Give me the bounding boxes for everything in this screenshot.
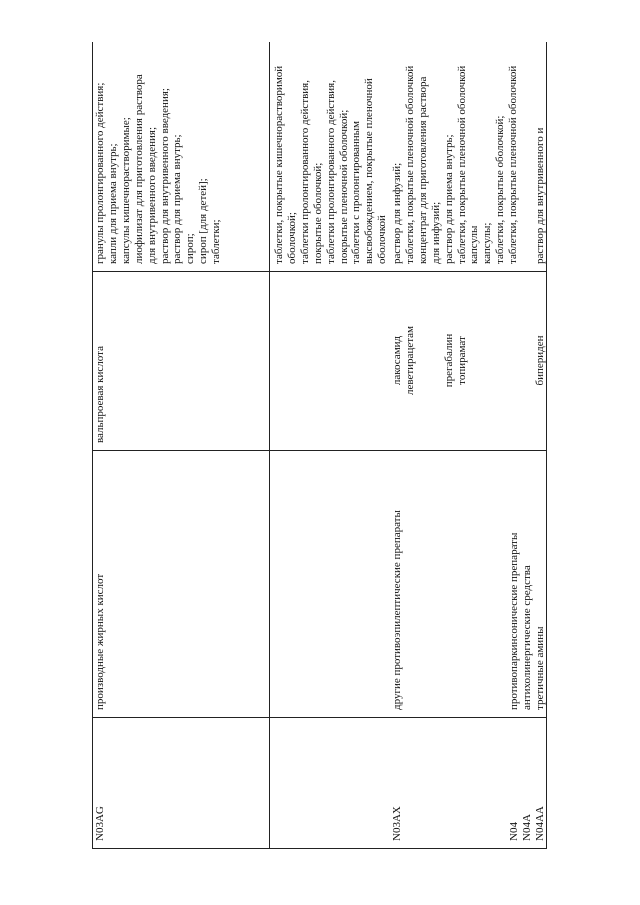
col-sep-2 (92, 717, 547, 718)
row-sep (269, 42, 270, 849)
row-1-code: N03AG (94, 806, 106, 841)
row-3-group: другие противоэпилептические препараты (391, 510, 403, 710)
rotated-table (92, 42, 547, 849)
row-1-forms: гранулы пролонгированного действия; капли для приема внутрь; капсулы кишечнорастворимые; лиофилизат для приготовления раствора для внутривенного введения; раствор для внутривенного введения; раствор для приема внутрь; сироп; сироп [для детей]; таблетки; (94, 74, 223, 264)
row-2-forms: таблетки, покрытые кишечнорастворимой оболочкой; таблетки пролонгированного действия, покрытые оболочкой; таблетки пролонгированного действия, покрытые пленочной оболочкой; таблетки с пролонгированным высвобождением, покрытые пленочной оболочкой (273, 65, 389, 264)
table-top-border (92, 42, 93, 849)
row-3-drugs: лакосамид леветирацетам прегабалин топирамат (391, 326, 468, 396)
row-4-groups: противопаркинсонические препараты антихолинергические средства третичные амины (508, 532, 546, 710)
col-sep-3 (92, 450, 547, 451)
col-sep-4 (92, 271, 547, 272)
row-4-codes: N04 N04A N04AA (508, 806, 546, 841)
row-4-forms: раствор для внутривенного и (534, 127, 546, 264)
row-3-code: N03AX (391, 806, 403, 841)
row-4-drug: бипериден (534, 335, 546, 386)
col-sep-1 (92, 848, 547, 849)
row-1-drug: вальпроевая кислота (94, 346, 106, 443)
row-1-group: производные жирных кислот (94, 573, 106, 710)
row-3-forms: раствор для инфузий; таблетки, покрытые пленочной оболочкой концентрат для приготовления раствора для инфузий; раствор для приема внутрь; таблетки, покрытые пленочной оболочкой капсулы капсулы; таблетки, покрытые оболочкой; таблетки, покрытые пленочной оболочкой (391, 65, 520, 264)
